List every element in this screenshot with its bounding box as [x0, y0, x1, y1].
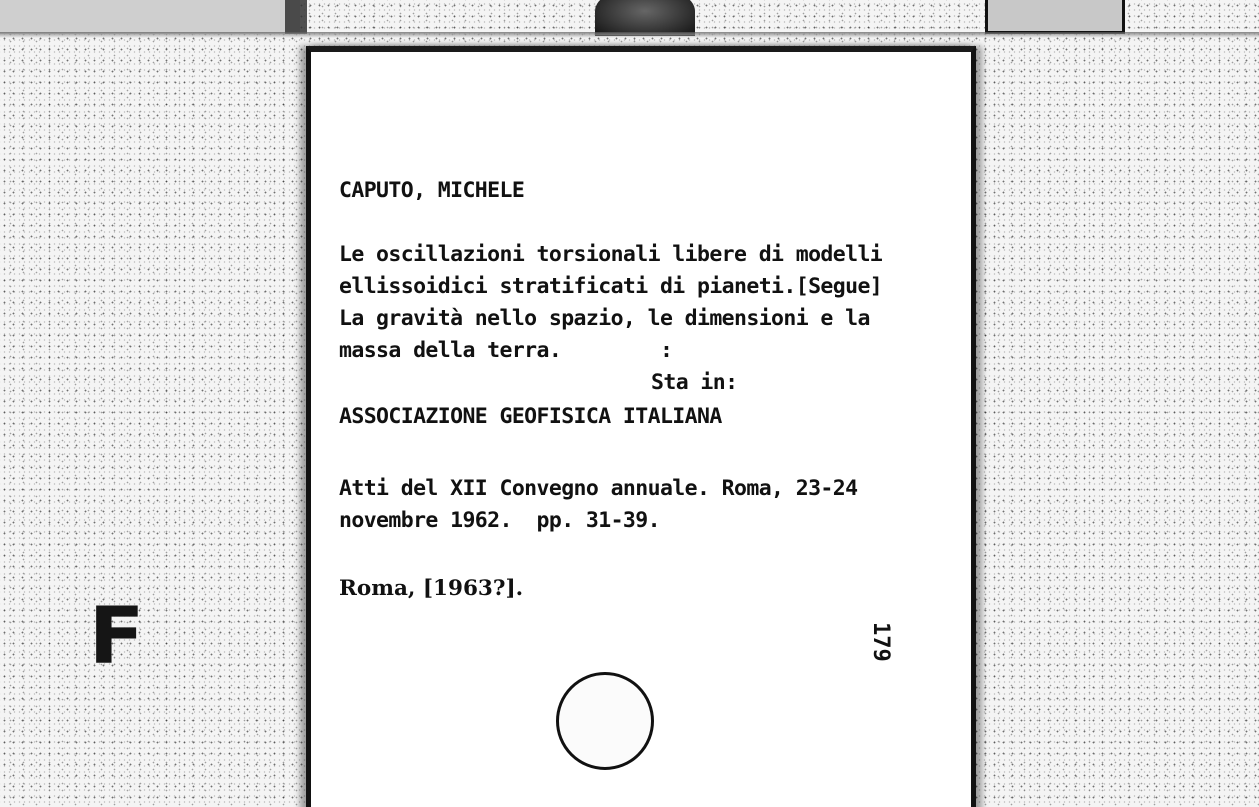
- adjacent-card-top-left: [0, 0, 300, 34]
- imprint: Roma, [1963?].: [339, 576, 524, 601]
- adjacent-card-top-right: [985, 0, 1125, 34]
- top-shadow-strip: [0, 32, 1259, 38]
- shelfmark-number: 179: [868, 622, 893, 662]
- top-punch-mark: [595, 0, 695, 36]
- in-label: Sta in:: [651, 370, 738, 395]
- title-line-1: Le oscillazioni torsionali libere di modelli: [339, 242, 883, 267]
- host-entry: ASSOCIAZIONE GEOFISICA ITALIANA: [339, 404, 722, 429]
- title-line-2: ellissoidici stratificati di pianeti.[Segue]: [339, 274, 883, 299]
- author-heading: CAPUTO, MICHELE: [339, 178, 525, 203]
- margin-letter: F: [88, 592, 145, 682]
- title-line-3: La gravità nello spazio, le dimensioni e la: [339, 306, 870, 331]
- punch-hole-circle: [556, 672, 654, 770]
- adjacent-card-edge: [285, 0, 307, 34]
- title-line-4: massa della terra. :: [339, 338, 673, 363]
- source-line-2: novembre 1962. pp. 31-39.: [339, 508, 660, 533]
- catalog-card: [306, 46, 976, 807]
- source-line-1: Atti del XII Convegno annuale. Roma, 23-24: [339, 476, 858, 501]
